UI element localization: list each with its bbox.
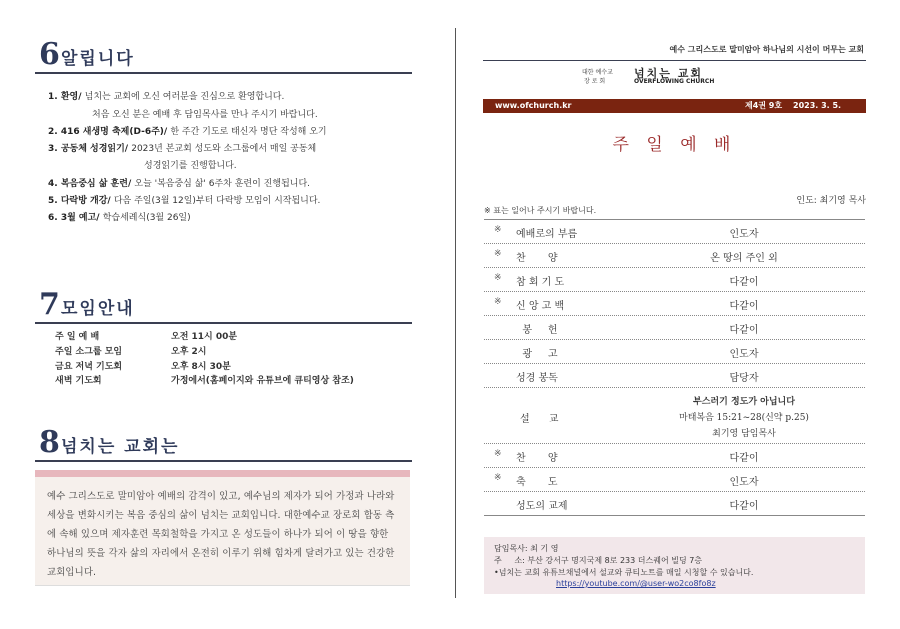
footer-pastor: 담임목사: 최 기 영 <box>494 544 559 553</box>
bulletin-footer <box>484 537 865 594</box>
info-band <box>483 99 866 113</box>
website-link[interactable]: www.ofchurch.kr <box>495 101 572 110</box>
section-title: 알립니다 <box>61 49 135 69</box>
order-row: 봉 헌 다같이 <box>484 316 865 340</box>
sermon-title: 부스러기 정도가 아닙니다 <box>693 397 795 407</box>
sermon-row <box>484 388 865 444</box>
order-row: 성도의 교제 다같이 <box>484 492 865 516</box>
announcement-item: 처음 오신 분은 예배 후 담임목사를 만나 주시기 바랍니다. <box>92 110 318 120</box>
denomination-line2: 장 로 회 <box>584 78 606 85</box>
meeting-row: 금요 저녁 기도회 오후 8시 30분 <box>55 362 231 372</box>
service-leader: 인도: 최기영 목사 <box>796 196 866 206</box>
slogan: 예수 그리스도로 말미암아 하나님의 시선이 머무는 교회 <box>669 45 864 54</box>
footer-youtube-note: •넘치는 교회 유튜브채널에서 설교와 큐티노트를 매일 시청할 수 있습니다. <box>494 568 754 577</box>
order-row: 성경 봉독 담당자 <box>484 364 865 388</box>
meeting-row: 새벽 기도회 가정에서(홈페이지와 유튜브에 큐티영상 참조) <box>55 376 354 386</box>
order-row: ※ 찬 양 온 땅의 주인 외 <box>484 244 865 268</box>
section-title: 모임안내 <box>61 299 135 319</box>
header-rule <box>483 60 866 61</box>
about-church-box <box>35 477 410 586</box>
stand-note: ※ 표는 일어나 주시기 바랍니다. <box>484 206 597 215</box>
section-8-header <box>35 424 412 462</box>
bulletin-date: 2023. 3. 5. <box>793 101 842 110</box>
church-name: 넘치는 교회 <box>634 67 703 80</box>
order-row: ※ 신 앙 고 백 다같이 <box>484 292 865 316</box>
meeting-row: 주 일 예 배 오전 11시 00분 <box>55 332 238 342</box>
announcement-item: 3. 공동체 성경읽기/ 2023년 본교회 성도와 소그룹에서 매일 공동체 <box>48 144 317 154</box>
order-row: ※ 참 회 기 도 다같이 <box>484 268 865 292</box>
about-church-text: 예수 그리스도로 말미암아 예배의 감격이 있고, 예수님의 제자가 되어 가정과 나라와 세상을 변화시키는 복음 중심의 삶이 넘치는 교회입니다. 대한예수교 장로회 합동 측에 속해 있으며 제자훈련 목회철학을 가지고 온 성도들이 하나가 되어 이 땅을 향한 하나님의 뜻을 각자 삶의 자리에서 온전히 이루기 위해 힘차게 달려가고 있는 건강한 교회입니다. <box>47 491 395 578</box>
section-7-header <box>35 286 412 324</box>
sermon-preacher: 최기영 담임목사 <box>712 429 776 439</box>
sermon-label: 설 교 <box>520 414 559 425</box>
issue-number: 제4권 9호 <box>745 101 783 110</box>
announcement-item: 4. 복음중심 삶 훈련/ 오늘 '복음중심 삶' 6주차 훈련이 진행됩니다. <box>48 179 311 189</box>
announcement-item: 성경읽기를 진행합니다. <box>144 161 237 171</box>
order-row: ※ 예배로의 부름 인도자 <box>484 220 865 244</box>
about-accent-bar <box>35 470 410 477</box>
section-6-header <box>35 36 412 74</box>
order-row: ※ 축 도 인도자 <box>484 468 865 492</box>
section-number: 7 <box>39 287 60 322</box>
announcement-item: 1. 환영/ 넘치는 교회에 오신 여러분을 진심으로 환영합니다. <box>48 92 285 102</box>
section-number: 8 <box>39 425 60 460</box>
section-number: 6 <box>39 37 60 72</box>
meeting-row: 주일 소그룹 모임 오후 2시 <box>55 347 207 357</box>
order-row: ※ 찬 양 다같이 <box>484 444 865 468</box>
page-divider <box>455 28 456 598</box>
announcement-item: 2. 416 새생명 축제(D-6주)/ 한 주간 기도로 태신자 명단 작성해 오기 <box>48 127 327 137</box>
sermon-scripture: 마태복음 15:21~28(신약 p.25) <box>679 413 809 423</box>
service-title: 주 일 예 배 <box>612 135 737 155</box>
section-title: 넘치는 교회는 <box>61 437 180 457</box>
announcement-item: 6. 3월 예고/ 학습세례식(3월 26일) <box>48 213 191 223</box>
youtube-link[interactable]: https://youtube.com/@user-wo2co8fo8z <box>556 579 716 588</box>
order-row: 광 고 인도자 <box>484 340 865 364</box>
church-name-en: OVERFLOWING CHURCH <box>634 78 715 85</box>
footer-address: 주 소: 부산 강서구 명지국제 8로 233 더스퀘어 빌딩 7층 <box>494 556 703 565</box>
announcement-item: 5. 다락방 개강/ 다음 주일(3월 12일)부터 다락방 모임이 시작됩니다. <box>48 196 321 206</box>
denomination-line1: 대한 예수교 <box>582 69 613 76</box>
